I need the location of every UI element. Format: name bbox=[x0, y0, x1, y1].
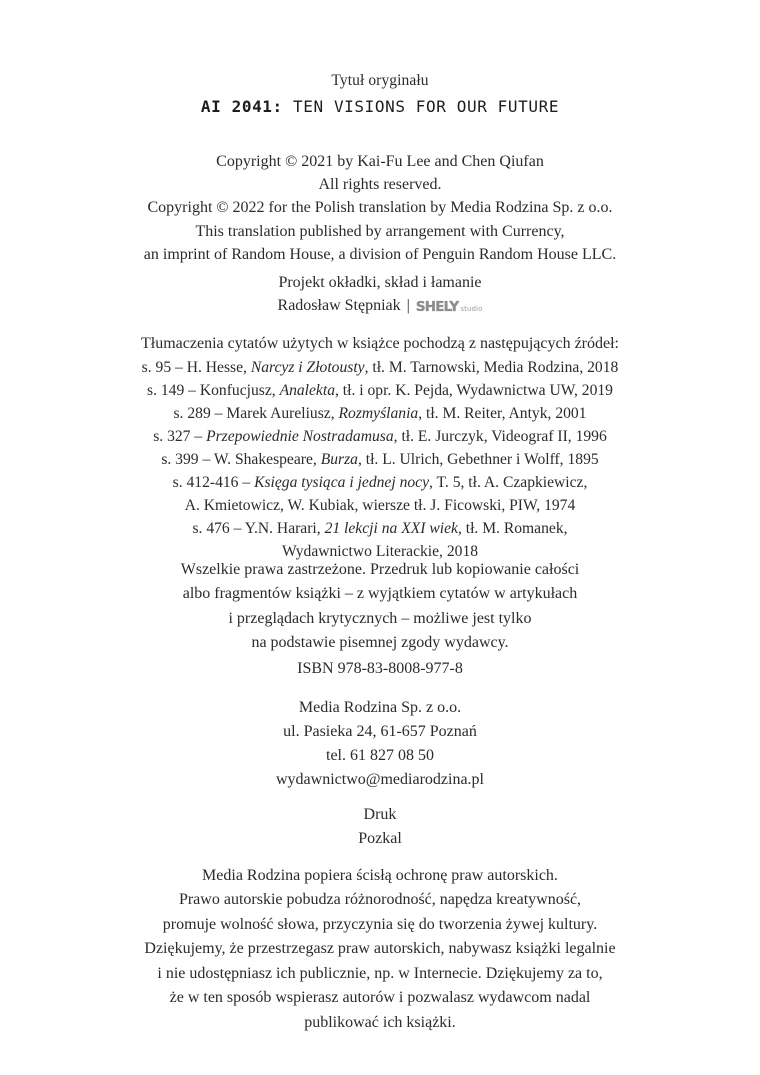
original-title-text bbox=[0, 96, 760, 118]
source-prefix: Wydawnictwo Literackie, 2018 bbox=[281, 543, 479, 561]
designer-label: Projekt okładki, skład i łamanie bbox=[278, 274, 482, 291]
source-prefix: s. 289 – Marek Aureliusz, bbox=[173, 404, 339, 422]
copyright-note-block bbox=[0, 864, 760, 1035]
source-entry bbox=[0, 402, 760, 425]
source-title: Burza bbox=[320, 450, 358, 468]
publisher-phone: tel. 61 827 08 50 bbox=[326, 747, 434, 764]
source-prefix: s. 327 – bbox=[153, 427, 207, 445]
note-line: Dziękujemy, że przestrzegasz praw autorskich, nabywasz książki legalnie bbox=[144, 940, 616, 958]
source-prefix: s. 476 – Y.N. Harari, bbox=[192, 520, 325, 538]
source-title: Narcyz i Złotousty bbox=[250, 358, 365, 376]
printer-block bbox=[0, 803, 760, 851]
source-prefix: s. 399 – W. Shakespeare, bbox=[161, 450, 321, 468]
source-suffix: , tł. M. Tarnowski, Media Rodzina, 2018 bbox=[364, 358, 619, 376]
cover-designer-block bbox=[0, 272, 760, 317]
source-entry bbox=[0, 356, 760, 379]
publisher-name: Media Rodzina Sp. z o.o. bbox=[298, 699, 462, 716]
copyright-line: Copyright © 2022 for the Polish translation by Media Rodzina Sp. z o.o. bbox=[147, 199, 613, 217]
source-prefix: s. 149 – Konfucjusz, bbox=[147, 381, 280, 399]
copyright-line: All rights reserved. bbox=[318, 176, 442, 194]
source-suffix: , T. 5, tł. A. Czapkiewicz, bbox=[429, 474, 588, 492]
source-suffix: , tł. L. Ulrich, Gebethner i Wolff, 1895 bbox=[357, 450, 599, 468]
publisher-block bbox=[0, 696, 760, 792]
rights-line: albo fragmentów książki – z wyjątkiem cytatów w artykułach bbox=[182, 585, 578, 603]
note-line: Media Rodzina popiera ścisłą ochronę praw autorskich. bbox=[202, 867, 558, 884]
copyright-line: This translation published by arrangement with Currency, bbox=[195, 222, 565, 240]
source-entry bbox=[0, 448, 760, 471]
isbn-text: ISBN 978-83-8008-977-8 bbox=[297, 660, 463, 677]
shely-studio-logo bbox=[416, 298, 483, 317]
source-prefix: A. Kmietowicz, W. Kubiak, wiersze tł. J. Ficowski, PIW, 1974 bbox=[184, 497, 576, 515]
original-title-rest: TEN VISIONS FOR OUR FUTURE bbox=[293, 97, 560, 117]
source-suffix: , tł. i opr. K. Pejda, Wydawnictwa UW, 2019 bbox=[335, 381, 613, 399]
source-title: Księga tysiąca i jednej nocy bbox=[254, 474, 430, 492]
source-title: Rozmyślania bbox=[338, 404, 419, 422]
sources-intro: Tłumaczenia cytatów użytych w książce pochodzą z następujących źródeł: bbox=[141, 335, 619, 352]
source-entry bbox=[0, 471, 760, 494]
source-title: Przepowiednie Nostradamusa bbox=[206, 427, 394, 445]
note-line: Prawo autorskie pobudza różnorodność, napędza kreatywność, bbox=[178, 891, 582, 909]
note-line: promuje wolność słowa, przyczynia się do tworzenia żywej kultury. bbox=[162, 915, 598, 933]
rights-reserved-block bbox=[0, 558, 760, 655]
copyright-line: Copyright © 2021 by Kai-Fu Lee and Chen Qiufan bbox=[216, 153, 544, 170]
publisher-email: wydawnictwo@mediarodzina.pl bbox=[275, 771, 484, 788]
source-title: Analekta bbox=[279, 381, 335, 399]
original-title-bold: AI 2041: bbox=[200, 97, 283, 117]
shely-logo-mark: SHELY bbox=[415, 298, 459, 315]
publisher-address: ul. Pasieka 24, 61-657 Poznań bbox=[283, 723, 477, 740]
source-title: 21 lekcji na XXI wiek bbox=[324, 520, 458, 538]
designer-separator: | bbox=[406, 296, 410, 314]
source-entry-cont bbox=[0, 494, 760, 517]
source-suffix: , tł. E. Jurczyk, Videograf II, 1996 bbox=[393, 427, 607, 445]
rights-line: i przeglądach krytycznych – możliwe jest tylko bbox=[228, 609, 532, 627]
source-prefix: s. 412-416 – bbox=[172, 474, 255, 492]
printer-name: Pozkal bbox=[358, 830, 402, 847]
shely-logo-subtext: studio bbox=[460, 304, 483, 313]
quotation-sources-block bbox=[0, 332, 760, 563]
note-line: publikować ich książki. bbox=[304, 1013, 456, 1031]
original-title-block bbox=[0, 70, 760, 118]
copyright-line: an imprint of Random House, a division of Penguin Random House LLC. bbox=[143, 245, 617, 263]
note-line: że w ten sposób wspierasz autorów i pozwalasz wydawcom nadal bbox=[169, 989, 591, 1007]
designer-name: Radosław Stępniak bbox=[277, 296, 401, 314]
note-line: i nie udostępniasz ich publicznie, np. w Internecie. Dziękujemy za to, bbox=[157, 964, 603, 982]
source-suffix: , tł. M. Reiter, Antyk, 2001 bbox=[418, 404, 587, 422]
copyright-block bbox=[0, 150, 760, 266]
source-entry bbox=[0, 517, 760, 540]
isbn-block bbox=[0, 658, 760, 680]
rights-line: Wszelkie prawa zastrzeżone. Przedruk lub kopiowanie całości bbox=[180, 561, 580, 578]
source-suffix: , tł. M. Romanek, bbox=[457, 520, 568, 538]
source-entry bbox=[0, 379, 760, 402]
printer-label: Druk bbox=[363, 806, 397, 823]
source-entry bbox=[0, 425, 760, 448]
source-prefix: s. 95 – H. Hesse, bbox=[141, 358, 251, 376]
designer-credit bbox=[0, 295, 760, 318]
rights-line: na podstawie pisemnej zgody wydawcy. bbox=[251, 633, 509, 651]
original-title-label: Tytuł oryginału bbox=[331, 72, 429, 89]
